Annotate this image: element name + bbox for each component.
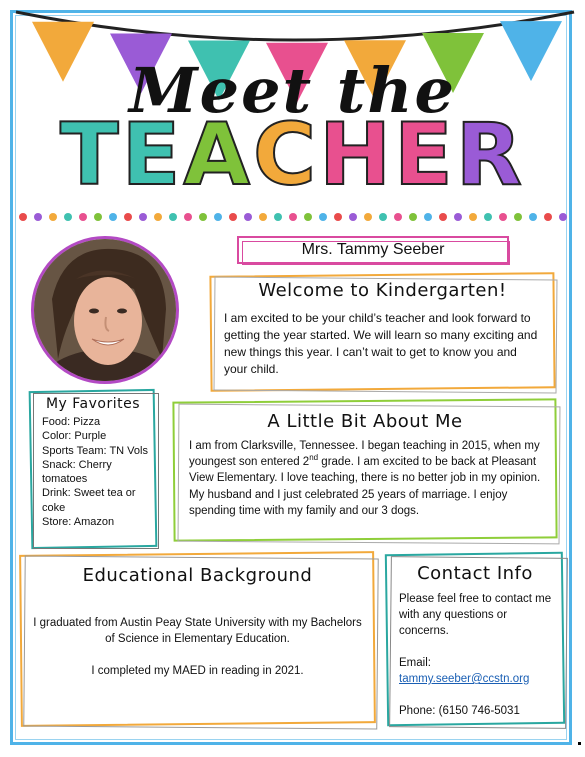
divider-dot: [94, 213, 102, 221]
divider-dot: [214, 213, 222, 221]
education-degree: I graduated from Austin Peay State University with my Bachelors of Science in Elementary Education.: [33, 617, 362, 645]
divider-dot: [319, 213, 327, 221]
heading-letter: R: [455, 105, 526, 205]
divider-dot: [334, 213, 342, 221]
favorite-item: Food: Pizza: [42, 416, 101, 428]
divider-dot: [274, 213, 282, 221]
welcome-title: Welcome to Kindergarten!: [258, 280, 507, 301]
trailing-dot: [578, 742, 581, 745]
divider-dot: [454, 213, 462, 221]
about-ordinal-suffix: nd: [309, 453, 319, 463]
divider-dot: [379, 213, 387, 221]
education-title: Educational Background: [82, 565, 313, 586]
heading-letter: H: [319, 105, 395, 205]
divider-dot: [409, 213, 417, 221]
welcome-text: I am excited to be your child’s teacher and look forward to getting the year started. We will learn so many exciting and new things this year. I can’t wait to get to know you and your child.: [224, 311, 538, 376]
dot-divider: [18, 211, 568, 223]
heading-letter: T: [59, 105, 122, 205]
divider-dot: [469, 213, 477, 221]
divider-dot: [64, 213, 72, 221]
teacher-photo: [31, 236, 179, 384]
welcome-box: [210, 274, 555, 390]
divider-dot: [259, 213, 267, 221]
divider-dot: [49, 213, 57, 221]
favorites-title: My Favorites: [45, 396, 141, 412]
divider-dot: [124, 213, 132, 221]
divider-dot: [199, 213, 207, 221]
divider-dot: [169, 213, 177, 221]
divider-dot: [34, 213, 42, 221]
about-box: [173, 400, 557, 540]
divider-dot: [139, 213, 147, 221]
divider-dot: [154, 213, 162, 221]
education-text: [30, 615, 365, 695]
divider-dot: [439, 213, 447, 221]
divider-dot: [484, 213, 492, 221]
teacher-name: Mrs. Tammy Seeber: [237, 236, 509, 264]
about-text-part1: I am from Clarksville, Tennessee. I began teaching in 2015, when my youngest son entered 2: [189, 440, 540, 469]
favorite-item: Store: Amazon: [42, 516, 115, 529]
divider-dot: [244, 213, 252, 221]
email-label: Email:: [399, 657, 431, 669]
divider-dot: [19, 213, 27, 221]
favorites-box: [30, 390, 156, 548]
email-link[interactable]: tammy.seeber@ccstn.org: [399, 673, 530, 685]
divider-dot: [184, 213, 192, 221]
favorite-item: Sports Team: TN Vols: [42, 444, 148, 457]
heading-letter: E: [394, 105, 456, 205]
divider-dot: [499, 213, 507, 221]
divider-dot: [289, 213, 297, 221]
divider-dot: [304, 213, 312, 221]
about-text: [189, 438, 543, 519]
contact-box: [386, 553, 564, 725]
favorite-item: Snack: Cherry tomatoes: [42, 458, 112, 486]
education-masters: I completed my MAED in reading in 2021.: [91, 665, 304, 677]
contact-intro: Please feel free to contact me with any questions or concerns.: [399, 593, 552, 637]
divider-dot: [394, 213, 402, 221]
heading-meet-the: Meet the: [129, 54, 456, 127]
contact-text: [399, 591, 557, 735]
divider-dot: [514, 213, 522, 221]
favorite-item: Drink: Sweet tea or coke: [42, 487, 136, 514]
portrait-image: [34, 239, 179, 384]
divider-dot: [79, 213, 87, 221]
divider-dot: [109, 213, 117, 221]
contact-title: Contact Info: [417, 563, 533, 584]
divider-dot: [424, 213, 432, 221]
heading-letter: C: [252, 105, 320, 205]
divider-dot: [559, 213, 567, 221]
about-text-part2: grade. I am excited to be back at Pleasant View Elementary. I love teaching, there is no better job in my opinion. My husband and I just celebrated 25 years of marriage. I enjoy spending time with my family and our 3 dogs.: [189, 456, 541, 517]
divider-dot: [364, 213, 372, 221]
heading-teacher: [0, 105, 585, 205]
favorites-list: [42, 415, 154, 529]
divider-dot: [229, 213, 237, 221]
favorite-item: Color: Purple: [42, 430, 107, 443]
education-box: [20, 553, 375, 725]
heading-letter: A: [183, 105, 253, 205]
divider-dot: [529, 213, 537, 221]
divider-dot: [349, 213, 357, 221]
heading-letter: E: [121, 105, 184, 205]
phone-number: Phone: (6150 746-5031: [399, 705, 520, 717]
divider-dot: [544, 213, 552, 221]
about-title: A Little Bit About Me: [267, 411, 463, 432]
